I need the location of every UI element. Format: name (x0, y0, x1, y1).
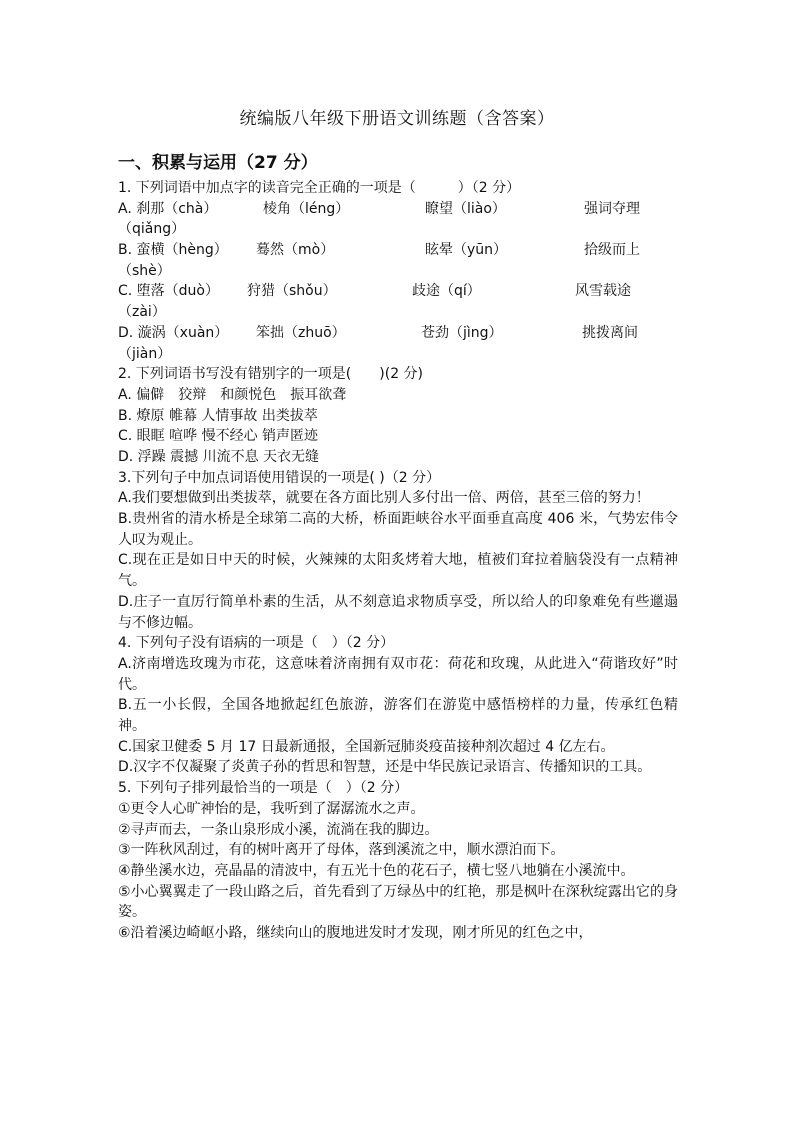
q5-sentence-3: ③一阵秋风刮过，有的树叶离开了母体，落到溪流之中，顺水漂泊而下。 (118, 842, 565, 859)
q3-option-a: A.我们要想做到出类拔萃，就要在各方面比别人多付出一倍、两倍，甚至三倍的努力！ (118, 490, 650, 507)
q1-option-a-word-3: 瞭望（liào） (425, 200, 506, 217)
q1-option-c-word-3: 歧途（qí） (412, 283, 481, 300)
q1-option-a-word-2: 棱角（léng） (263, 200, 350, 217)
q1-option-d-word-2: 笨拙（zhuō） (256, 324, 346, 341)
q1-option-b-word-4: 拾级而上 (584, 242, 640, 259)
q1-option-b-cont: （shè） (118, 262, 171, 279)
q2-option-d: D. 浮躁 震撼 川流不息 天衣无缝 (118, 448, 320, 465)
q5-sentence-2: ②寻声而去，一条山泉形成小溪，流淌在我的脚边。 (118, 821, 439, 838)
section-heading: 一、积累与运用（27 分） (118, 153, 318, 173)
q1-option-d-word-1: D. 漩涡（xuàn） (118, 324, 229, 341)
q2-option-b: B. 燎原 帷幕 人情事故 出类拔萃 (118, 407, 318, 424)
q4-option-d: D.汉字不仅凝聚了炎黄子孙的哲思和智慧，还是中华民族记录语言、传播知识的工具。 (118, 759, 652, 776)
question-5-stem: 5. 下列句子排列最恰当的一项是（ ）（2 分） (118, 780, 409, 797)
q1-option-c-word-1: C. 堕落（duò） (118, 283, 220, 300)
q3-option-c: C.现在正是如日中天的时候，火辣辣的太阳炙烤着大地，植被们耷拉着脑袋没有一点精神气。 (118, 552, 678, 590)
q1-option-b-word-2: 蓦然（mò） (256, 242, 335, 259)
question-list (118, 178, 678, 944)
q3-option-d: D.庄子一直厉行简单朴素的生活，从不刻意追求物质享受，所以给人的印象难免有些邋遢与不修边幅。 (118, 593, 678, 631)
q1-option-b-word-3: 眩晕（yūn） (425, 242, 508, 259)
question-2-stem: 2. 下列词语书写没有错别字的一项是( )(2 分) (118, 366, 424, 383)
q4-option-c: C.国家卫健委 5 月 17 日最新通报，全国新冠肺炎疫苗接种剂次超过 4 亿左右。 (118, 738, 615, 755)
q4-option-a: A.济南增选玫瑰为市花，这意味着济南拥有双市花：荷花和玫瑰，从此进入“荷谐玫好”时代。 (118, 655, 678, 693)
q1-option-c-cont: （zài） (118, 304, 166, 321)
q1-option-a-cont: （qiǎng） (118, 221, 186, 238)
q1-option-d (118, 323, 678, 344)
q1-option-c (118, 281, 678, 302)
question-3-stem: 3.下列句子中加点词语使用错误的一项是( )（2 分） (118, 469, 441, 486)
q1-option-d-word-4: 挑拨离间 (582, 324, 638, 341)
question-4-stem: 4. 下列句子没有语病的一项是（ ）（2 分） (118, 635, 395, 652)
q2-option-c: C. 眼眶 喧哗 慢不经心 销声匿迹 (118, 428, 319, 445)
q1-option-b (118, 240, 678, 261)
q5-sentence-1: ①更令人心旷神怡的是，我听到了潺潺流水之声。 (118, 800, 425, 817)
q1-option-a-word-4: 强词夺理 (584, 200, 640, 217)
q1-option-a-word-1: A. 刹那（chà） (118, 200, 218, 217)
q5-sentence-5: ⑤小心翼翼走了一段山路之后，首先看到了万绿丛中的红艳，那是枫叶在深秋绽露出它的身姿。 (118, 883, 678, 921)
question-1-stem: 1. 下列词语中加点字的读音完全正确的一项是（ ）（2 分） (118, 180, 521, 196)
q3-option-b: B.贵州省的清水桥是全球第二高的大桥，桥面距峡谷水平面垂直高度 406 米，气势宏伟令人叹为观止。 (118, 511, 678, 548)
q2-option-a: A. 偏僻 狡辩 和颜悦色 振耳欲聋 (118, 386, 347, 403)
q1-option-d-cont: （jiàn） (118, 345, 172, 362)
q1-option-b-word-1: B. 蛮横（hèng） (118, 242, 228, 259)
document-title: 统编版八年级下册语文训练题（含答案） (239, 109, 555, 129)
q1-option-c-word-2: 狩猎（shǒu） (247, 283, 337, 300)
q4-option-b: B.五一小长假，全国各地掀起红色旅游，游客们在游览中感悟榜样的力量，传承红色精神。 (118, 697, 678, 735)
q5-sentence-6: ⑥沿着溪边崎岖小路，继续向山的腹地进发时才发现，刚才所见的红色之中， (118, 925, 593, 942)
q5-sentence-4: ④静坐溪水边，亮晶晶的清波中，有五光十色的花石子，横七竖八地躺在小溪流中。 (118, 862, 635, 879)
q1-option-d-word-3: 苍劲（jìng） (421, 324, 503, 341)
q1-option-a (118, 199, 678, 220)
q1-option-c-word-4: 风雪载途 (575, 283, 631, 300)
